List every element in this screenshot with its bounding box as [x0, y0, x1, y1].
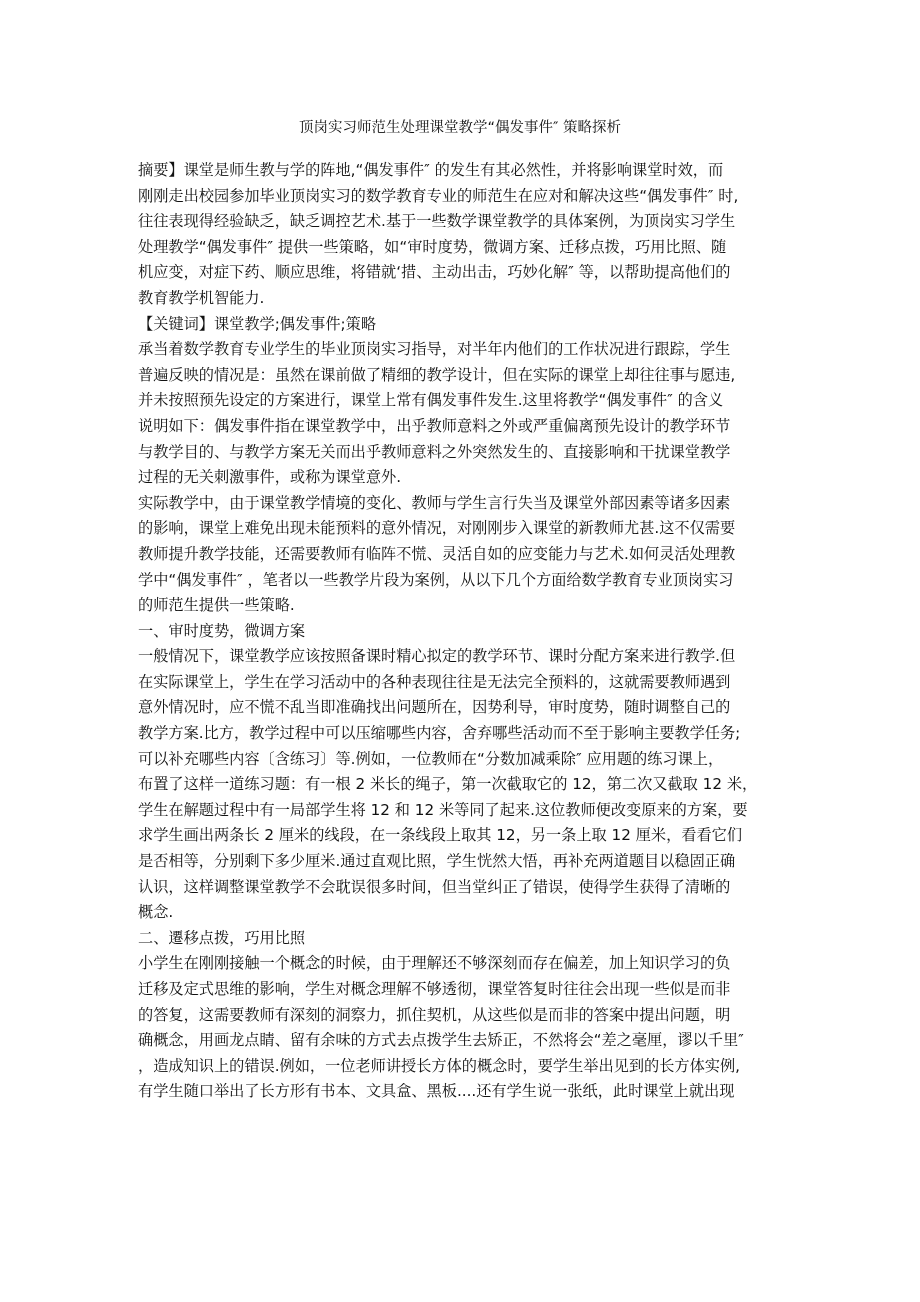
text-line: 往往表现得经验缺乏，缺乏调控艺术.基于一些数学课堂教学的具体案例，为顶岗实习学生	[138, 212, 736, 231]
text-line: 并未按照预先设定的方案进行，课堂上常有偶发事件发生.这里将教学“偶发事件″ 的含义	[138, 391, 724, 410]
document-title: 顶岗实习师范生处理课堂教学“偶发事件″ 策略探析	[298, 120, 622, 136]
document-body	[138, 158, 788, 1105]
text-line: 与教学目的、与教学方案无关而出乎教师意料之外突然发生的、直接影响和干扰课堂教学	[138, 442, 731, 461]
text-line: 是否相等，分别剩下多少厘米.通过直观比照，学生恍然大悟，再补充两道题目以稳固正确	[138, 852, 736, 871]
text-line: 一般情况下，课堂教学应该按照备课时精心拟定的教学环节、课时分配方案来进行教学.但	[138, 647, 736, 666]
text-line: 的影响，课堂上难免出现未能预料的意外情况，对刚刚步入课堂的新教师尤甚.这不仅需要	[138, 519, 736, 538]
text-line: 教学方案.比方，教学过程中可以压缩哪些内容，舍弃哪些活动而不至于影响主要教学任务;	[138, 724, 741, 743]
text-line: 小学生在刚刚接触一个概念的时候，由于理解还不够深刻而存在偏差，加上知识学习的负	[138, 954, 731, 973]
text-line: 迁移及定式思维的影响，学生对概念理解不够透彻，课堂答复时往往会出现一些似是而非	[138, 980, 731, 998]
text-line: 确概念，用画龙点睛、留有余味的方式去点拨学生去矫正，不然将会“差之毫厘，谬以千里″	[138, 1031, 744, 1050]
text-line: 刚刚走出校园参加毕业顶岗实习的数学教育专业的师范生在应对和解决这些“偶发事件″ 时,	[138, 186, 739, 205]
text-line: 普遍反映的情况是：虽然在课前做了精细的教学设计，但在实际的课堂上却往往事与愿违,	[138, 365, 736, 384]
text-line: 说明如下：偶发事件指在课堂教学中，出乎教师意料之外或严重偏离预先设计的教学环节	[138, 416, 731, 435]
text-line: 【关键词】课堂教学;偶发事件;策略	[138, 314, 377, 333]
text-line: 概念.	[138, 903, 174, 922]
text-line: 认识，这样调整课堂教学不会耽误很多时间，但当堂纠正了错误，使得学生获得了清晰的	[138, 877, 731, 896]
text-line: 意外情况时，应不慌不乱当即准确找出问题所在，因势利导，审时度势，随时调整自己的	[138, 698, 731, 717]
text-line: 布置了这样一道练习题：有一根 2 米长的绳子，第一次截取它的 12，第二次又截取 12 米，	[138, 775, 758, 794]
text-line: 在实际课堂上，学生在学习活动中的各种表现往往是无法完全预料的，这就需要教师遇到	[138, 672, 731, 691]
text-line: 的师范生提供一些策略.	[138, 596, 295, 615]
text-line: 的答复，这需要教师有深刻的洞察力，抓住契机，从这些似是而非的答案中提出问题，明	[138, 1005, 731, 1024]
text-line: 可以补充哪些内容〔含练习〕等.例如，一位教师在“分数加减乘除″ 应用题的练习课上，	[138, 749, 724, 768]
text-line: 一、审时度势，微调方案	[138, 621, 306, 640]
text-line: 教育教学机智能力.	[138, 288, 265, 307]
text-line: 有学生随口举出了长方形有书本、文具盒、黑板....还有学生说一张纸，此时课堂上就出现	[138, 1082, 735, 1101]
text-line: 实际教学中，由于课堂教学情境的变化、教师与学生言行失当及课堂外部因素等诸多因素	[138, 493, 731, 512]
text-line: 二、遷移点拨，巧用比照	[138, 928, 306, 947]
text-line: 承当着数学教育专业学生的毕业顶岗实习指导，对半年内他们的工作状况进行跟踪，学生	[138, 340, 731, 359]
text-line: ，造成知识上的错误.例如，一位老师讲授长方体的概念时，要学生举出见到的长方体实例,	[138, 1056, 740, 1075]
text-line: 学生在解题过程中有一局部学生将 12 和 12 米等同了起来.这位教师便改变原来的方案，要	[138, 800, 748, 819]
text-line: 处理教学“偶发事件″ 提供一些策略，如“审时度势，微调方案、迁移点拨，巧用比照、随	[138, 237, 727, 256]
text-line: 机应变，对症下药、顺应思维，将错就‘措、主动出击，巧妙化解″ 等，以帮助提高他们的	[138, 263, 731, 282]
text-line: 学中“偶发事件″ ，笔者以一些教学片段为案例，从以下几个方面给数学教育专业顶岗实习	[138, 570, 734, 589]
text-line: 求学生画出两条长 2 厘米的线段，在一条线段上取其 12，另一条上取 12 厘米，看看它们	[138, 826, 743, 845]
text-line: 教师提升教学技能，还需要教师有临阵不慌、灵活自如的应变能力与艺术.如何灵活处理教	[138, 544, 736, 563]
text-line: 摘要】课堂是师生教与学的阵地,“偶发事件″ 的发生有其必然性，并将影响课堂时效，而	[138, 161, 724, 179]
text-line: 过程的无关刺激事件，或称为课堂意外.	[138, 468, 402, 487]
